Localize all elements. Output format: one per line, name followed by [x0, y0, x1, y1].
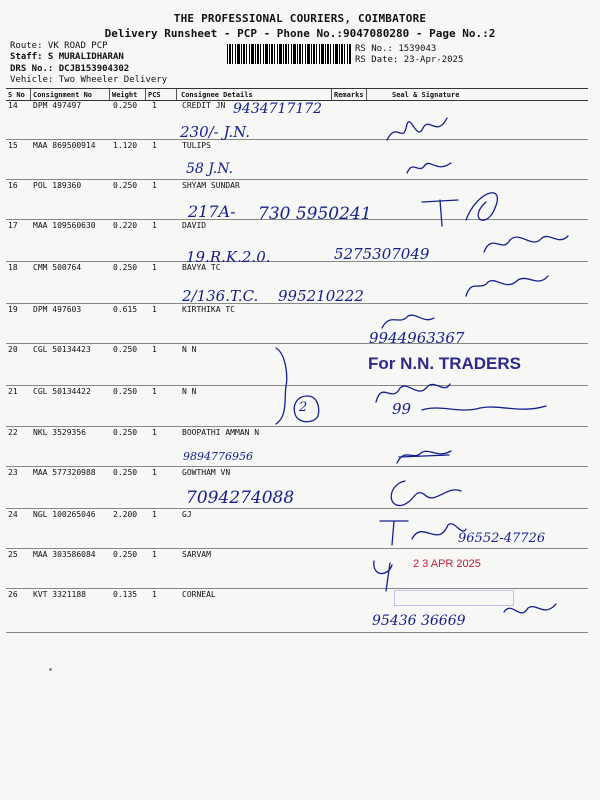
row-weight: 0.615: [113, 305, 138, 314]
col-seal-header: Seal & Signature: [392, 91, 460, 99]
row-pcs: 1: [152, 510, 157, 519]
handwritten-phone: 95436 36669: [372, 613, 466, 629]
row-sno: 18: [8, 263, 18, 272]
handwritten-phone: 730 5950241: [258, 204, 372, 224]
speck: [49, 668, 52, 671]
row-consignment: MAA 577320988: [33, 468, 96, 477]
col-sno-header: S No: [8, 91, 25, 99]
signature: [378, 515, 468, 551]
col-consignment-header: Consignment No: [33, 91, 93, 99]
handwritten-phone: 995210222: [278, 287, 364, 305]
row-divider: [6, 632, 588, 633]
handwritten-phone: 7094274088: [186, 488, 295, 508]
signature: [420, 402, 550, 418]
vehicle-label: Vehicle: Two Wheeler Delivery: [10, 75, 168, 85]
row-consignee: SARVAM: [182, 550, 211, 559]
row-consignee: GOWTHAM VN: [182, 468, 231, 477]
handwritten-mark: 2: [299, 400, 308, 415]
col-divider: [331, 89, 332, 100]
col-remarks-header: Remarks: [334, 91, 364, 99]
row-weight: 0.250: [113, 345, 138, 354]
signature: [383, 110, 453, 150]
row-weight: 1.120: [113, 141, 138, 150]
row-consignment: MAA 869500914: [33, 141, 96, 150]
row-consignee: KIRTHIKA TC: [182, 305, 235, 314]
col-divider: [109, 89, 110, 100]
row-consignment: NKL 3529356: [33, 428, 86, 437]
row-pcs: 1: [152, 101, 157, 110]
row-pcs: 1: [152, 345, 157, 354]
handwritten-phone: 9894776956: [183, 450, 253, 463]
row-weight: 0.250: [113, 428, 138, 437]
signature: [462, 268, 552, 304]
handwritten-phone: 96552-47726: [458, 531, 546, 546]
row-sno: 26: [8, 590, 18, 599]
col-divider: [366, 89, 367, 100]
row-weight: 0.250: [113, 101, 138, 110]
drs-number: DRS No.: DCJB153904302: [10, 64, 130, 74]
staff-label: Staff: S MURALIDHARAN: [10, 52, 124, 62]
row-consignee: CREDIT JN: [182, 101, 226, 110]
handwritten-address: 2/136.T.C.: [182, 287, 259, 305]
row-consignment: NGL 100265046: [33, 510, 96, 519]
header-top-rule: [6, 88, 588, 89]
signature: [385, 475, 465, 515]
row-divider: [6, 548, 588, 549]
handwritten-address: 19.R.K.2.0.: [186, 248, 271, 266]
row-consignment: MAA 109560630: [33, 221, 96, 230]
row-divider: [6, 466, 588, 467]
signature: [378, 308, 438, 332]
row-weight: 0.220: [113, 221, 138, 230]
row-consignment: MAA 303586084: [33, 550, 96, 559]
row-divider: [6, 426, 588, 427]
row-divider: [6, 139, 588, 140]
row-pcs: 1: [152, 305, 157, 314]
row-sno: 17: [8, 221, 18, 230]
row-sno: 16: [8, 181, 18, 190]
row-consignment: CMM 500764: [33, 263, 82, 272]
col-divider: [145, 89, 146, 100]
row-sno: 22: [8, 428, 18, 437]
row-weight: 0.250: [113, 387, 138, 396]
row-pcs: 1: [152, 468, 157, 477]
row-sno: 24: [8, 510, 18, 519]
rs-number: RS No.: 1539043: [355, 44, 437, 54]
row-divider: [6, 343, 588, 344]
signature: [395, 443, 455, 469]
row-weight: 0.250: [113, 468, 138, 477]
signature: [405, 155, 455, 179]
row-pcs: 1: [152, 590, 157, 599]
row-consignee: TULIPS: [182, 141, 211, 150]
row-consignee: BAVYA TC: [182, 263, 221, 272]
row-weight: 0.250: [113, 181, 138, 190]
handwritten-phone: 99: [392, 400, 412, 418]
route-label: Route: VK ROAD PCP: [10, 41, 108, 51]
row-pcs: 1: [152, 263, 157, 272]
row-weight: 0.135: [113, 590, 138, 599]
row-pcs: 1: [152, 387, 157, 396]
row-consignee: BOOPATHI AMMAN N: [182, 428, 260, 437]
col-divider: [176, 89, 177, 100]
circle-mark: [292, 394, 322, 424]
barcode: [227, 44, 351, 64]
col-divider: [30, 89, 31, 100]
handwritten-address: 58 J.N.: [186, 161, 234, 177]
row-consignment: DPM 497603: [33, 305, 82, 314]
row-weight: 2.200: [113, 510, 138, 519]
col-weight-header: Weight: [112, 91, 138, 99]
handwritten-phone: 5275307049: [334, 245, 430, 263]
rs-date: RS Date: 23-Apr-2025: [355, 55, 464, 65]
row-divider: [6, 508, 588, 509]
row-consignee: DAVID: [182, 221, 207, 230]
row-consignment: POL 189360: [33, 181, 82, 190]
row-pcs: 1: [152, 428, 157, 437]
signature: [500, 598, 560, 628]
row-consignment: CGL 50134422: [33, 387, 91, 396]
row-pcs: 1: [152, 141, 157, 150]
date-stamp: 2 3 APR 2025: [413, 558, 481, 570]
row-divider: [6, 588, 588, 589]
row-sno: 25: [8, 550, 18, 559]
handwritten-phone: 9434717172: [233, 101, 323, 117]
row-pcs: 1: [152, 221, 157, 230]
handwritten-address: 217A-: [188, 202, 236, 221]
row-sno: 23: [8, 468, 18, 477]
row-consignment: KVT 3321188: [33, 590, 86, 599]
col-consignee-header: Consignee Details: [181, 91, 253, 99]
row-consignee: N N: [182, 345, 197, 354]
row-consignment: DPM 497497: [33, 101, 82, 110]
signature: [368, 555, 418, 595]
row-sno: 14: [8, 101, 18, 110]
row-pcs: 1: [152, 550, 157, 559]
row-divider: [6, 261, 588, 262]
row-pcs: 1: [152, 181, 157, 190]
row-sno: 20: [8, 345, 18, 354]
row-consignee: N N: [182, 387, 197, 396]
row-consignee: SHYAM SUNDAR: [182, 181, 240, 190]
handwritten-address: 230/- J.N.: [180, 123, 251, 141]
row-sno: 21: [8, 387, 18, 396]
row-consignee: GJ: [182, 510, 192, 519]
company-title: THE PROFESSIONAL COURIERS, COIMBATORE: [173, 12, 427, 25]
runsheet-subtitle: Delivery Runsheet - PCP - Phone No.:9047080280 - Page No.:2: [104, 27, 496, 40]
row-consignee: CORNEAL: [182, 590, 216, 599]
signature: [480, 224, 570, 260]
col-pcs-header: PCS: [148, 91, 161, 99]
traders-stamp: For N.N. TRADERS: [368, 354, 521, 373]
row-consignment: CGL 50134423: [33, 345, 91, 354]
row-sno: 19: [8, 305, 18, 314]
row-sno: 15: [8, 141, 18, 150]
row-weight: 0.250: [113, 550, 138, 559]
handwritten-phone: 9944963367: [369, 329, 465, 347]
row-weight: 0.250: [113, 263, 138, 272]
